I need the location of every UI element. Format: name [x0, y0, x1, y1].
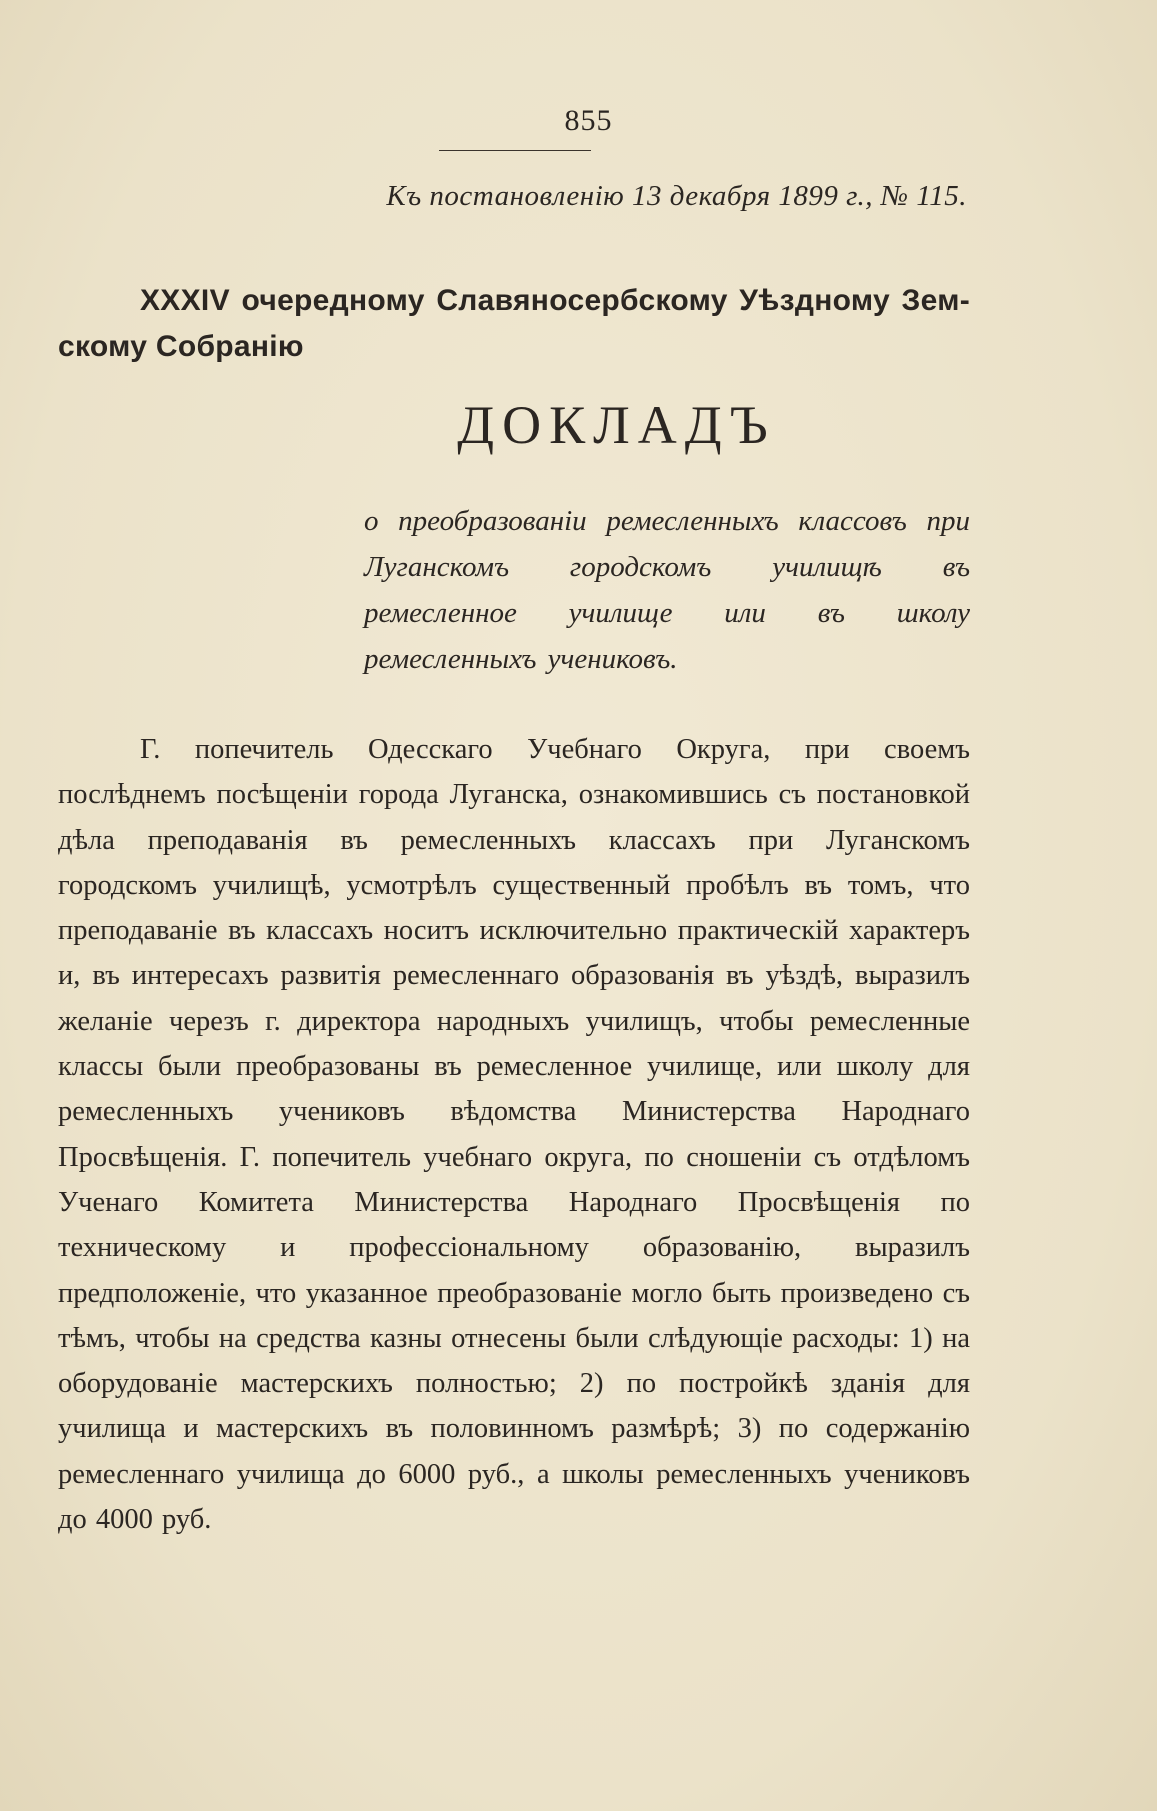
page-number: 855 [564, 104, 613, 137]
address-heading [58, 278, 970, 370]
heading-line-1: XXXIV очередному Славяносербскому Уѣздному Зем- [140, 284, 970, 317]
header-rule [439, 150, 591, 151]
report-subject: о преобразованіи ремесленныхъ классовъ при Луганскомъ городскомъ училищѣ въ ремесленное училище или въ школу ремесленныхъ учениковъ. [364, 505, 970, 675]
body-paragraph: Г. попечитель Одесскаго Учебнаго Округа, при своемъ послѣднемъ посѣщеніи города Луганска, ознакомившись съ постановкой дѣла преподаванія въ ремесленныхъ классахъ при Луганскомъ городскомъ училищѣ, усмотрѣлъ существенный пробѣлъ въ томъ, что преподаваніе въ классахъ носитъ исключительно практическій характеръ и, въ интересахъ развитія ремесленнаго образованія въ уѣздѣ, выразилъ желаніе черезъ г. директора народныхъ училищъ, чтобы ремесленные классы были преобразованы въ ремесленное училище, или школу для ремесленныхъ учениковъ вѣдомства Министерства Народнаго Просвѣщенія. Г. попечитель учебнаго округа, по сношеніи съ отдѣломъ Ученаго Комитета Министерства Народнаго Просвѣщенія по техническому и профессіональному образованію, выразилъ предположеніе, что указанное преобразованіе могло быть произведено съ тѣмъ, чтобы на средства казны отнесены были слѣдующіе расходы: 1) на оборудованіе мастерскихъ полностью; 2) по постройкѣ зданія для училища и мастерскихъ въ половинномъ размѣрѣ; 3) по содержанію ремесленнаго училища до 6000 руб., а школы ремесленныхъ учениковъ до 4000 руб. [58, 734, 970, 1536]
heading-line-2: скому Собранію [58, 330, 304, 363]
resolution-reference: Къ постановленію 13 декабря 1899 г., № 115. [386, 180, 967, 212]
document-title: ДОКЛАДЪ [457, 395, 776, 455]
